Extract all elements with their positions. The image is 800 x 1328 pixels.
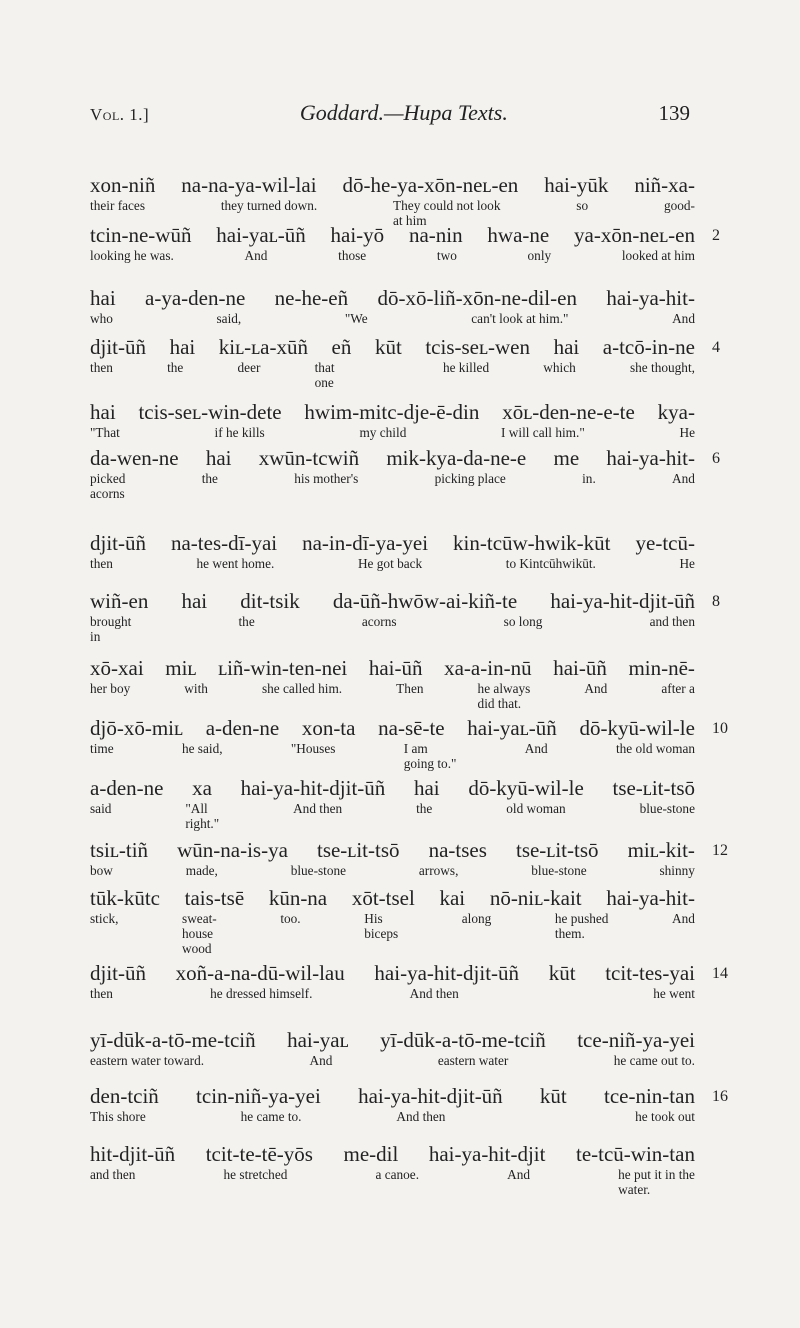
- hupa-word: kai: [439, 886, 466, 910]
- gloss-word: "All right.": [185, 801, 220, 831]
- gloss-word: made,: [185, 863, 218, 878]
- hupa-word: hai-yaʟ-ūñ: [467, 716, 557, 740]
- hupa-line: [90, 335, 695, 359]
- hupa-word: xoñ-a-na-dū-wil-lau: [175, 961, 345, 985]
- gloss-word: he put it in the water.: [618, 1167, 695, 1197]
- gloss-word: he dressed himself.: [210, 986, 313, 1001]
- hupa-word: a-den-ne: [205, 716, 280, 740]
- hupa-word: tcin-niñ-ya-yei: [196, 1084, 321, 1108]
- hupa-word: yī-dūk-a-tō-me-tciñ: [90, 1028, 256, 1052]
- text-line: [90, 886, 695, 956]
- hupa-line: [90, 1084, 695, 1108]
- gloss-word: looked at him: [621, 248, 695, 263]
- gloss-word: he stretched: [223, 1167, 288, 1182]
- gloss-word: old woman: [506, 801, 566, 816]
- line-number: 4: [712, 339, 720, 356]
- hupa-word: kūt: [548, 961, 576, 985]
- gloss-word: brought in: [90, 614, 132, 644]
- gloss-word: deer: [237, 360, 261, 375]
- english-gloss-line: [90, 425, 695, 440]
- gloss-word: good-: [663, 198, 695, 213]
- hupa-word: tcit-tes-yai: [605, 961, 695, 985]
- gloss-word: so long: [503, 614, 543, 629]
- hupa-word: na-nin: [408, 223, 463, 247]
- line-number: 8: [712, 593, 720, 610]
- hupa-word: a-tcō-in-ne: [602, 335, 695, 359]
- gloss-word: those: [338, 248, 367, 263]
- text-line: [90, 961, 695, 1001]
- gloss-word: he came out to.: [613, 1053, 695, 1068]
- hupa-word: xa-a-in-nū: [444, 656, 532, 680]
- hupa-word: me: [553, 446, 580, 470]
- hupa-word: kin-tcūw-hwik-kūt: [453, 531, 611, 555]
- gloss-word: then: [90, 986, 113, 1001]
- hupa-line: [90, 656, 695, 680]
- gloss-word: blue-stone: [290, 863, 347, 878]
- hupa-line: [90, 173, 695, 197]
- hupa-word: dō-kyū-wil-le: [579, 716, 695, 740]
- hupa-word: djit-ūñ: [90, 961, 146, 985]
- gloss-word: acorns: [361, 614, 397, 629]
- hupa-word: na-sē-te: [378, 716, 445, 740]
- gloss-word: And: [309, 1053, 333, 1068]
- hupa-word: miʟ: [165, 656, 197, 680]
- english-gloss-line: [90, 248, 695, 263]
- gloss-word: his mother's: [294, 471, 359, 486]
- gloss-word: that one: [314, 360, 335, 390]
- gloss-word: two: [436, 248, 457, 263]
- gloss-word: And then: [409, 986, 459, 1001]
- hupa-line: [90, 716, 695, 740]
- hupa-word: hai-yaʟ-ūñ: [216, 223, 306, 247]
- gloss-word: he killed: [442, 360, 490, 375]
- hupa-word: hai-yō: [330, 223, 385, 247]
- hupa-word: hai-ya-hit-djit-ūñ: [240, 776, 386, 800]
- english-gloss-line: [90, 801, 695, 831]
- gloss-word: the: [201, 471, 218, 486]
- gloss-word: bow: [90, 863, 113, 878]
- line-number: 12: [712, 842, 728, 859]
- hupa-word: kya-: [657, 400, 695, 424]
- hupa-word: yī-dūk-a-tō-me-tciñ: [380, 1028, 546, 1052]
- gloss-word: they turned down.: [220, 198, 318, 213]
- hupa-word: tce-nin-tan: [604, 1084, 695, 1108]
- volume-label: Vol. 1.]: [90, 105, 150, 124]
- hupa-word: te-tcū-win-tan: [576, 1142, 695, 1166]
- hupa-word: hai: [169, 335, 196, 359]
- english-gloss-line: [90, 556, 695, 571]
- hupa-word: tce-niñ-ya-yei: [577, 1028, 695, 1052]
- hupa-word: dō-xō-liñ-xōn-ne-dil-en: [377, 286, 577, 310]
- gloss-word: eastern water toward.: [90, 1053, 205, 1068]
- line-number: 6: [712, 450, 720, 467]
- hupa-word: hai-ya-hit-: [606, 446, 695, 470]
- gloss-word: a canoe.: [375, 1167, 420, 1182]
- text-line: [90, 589, 695, 644]
- hupa-word: hai-yūk: [544, 173, 609, 197]
- hupa-word: djit-ūñ: [90, 531, 146, 555]
- gloss-word: he pushed them.: [554, 911, 609, 941]
- english-gloss-line: [90, 741, 695, 771]
- gloss-word: he went: [653, 986, 695, 1001]
- gloss-word: the: [416, 801, 433, 816]
- gloss-word: His biceps: [364, 911, 399, 941]
- gloss-word: he took out: [635, 1109, 695, 1124]
- line-number: 10: [712, 720, 728, 737]
- text-line: [90, 286, 695, 326]
- gloss-word: she thought,: [629, 360, 695, 375]
- english-gloss-line: [90, 681, 695, 711]
- hupa-word: a-ya-den-ne: [145, 286, 246, 310]
- hupa-line: [90, 961, 695, 985]
- running-title: Goddard.—Hupa Texts.: [299, 100, 508, 125]
- english-gloss-line: [90, 360, 695, 390]
- hupa-line: [90, 531, 695, 555]
- text-line: [90, 446, 695, 501]
- hupa-word: ye-tcū-: [635, 531, 695, 555]
- hupa-word: hai: [181, 589, 208, 613]
- hupa-word: ʟiñ-win-ten-nei: [218, 656, 348, 680]
- hupa-word: xon-niñ: [90, 173, 156, 197]
- hupa-word: min-nē-: [628, 656, 695, 680]
- hupa-word: tse-ʟit-tsō: [316, 838, 400, 862]
- text-line: [90, 838, 695, 878]
- hupa-line: [90, 223, 695, 247]
- gloss-word: in.: [582, 471, 596, 486]
- hupa-word: miʟ-kit-: [627, 838, 695, 862]
- gloss-word: after a: [661, 681, 695, 696]
- gloss-word: then: [90, 360, 113, 375]
- hupa-line: [90, 776, 695, 800]
- gloss-word: said: [90, 801, 112, 816]
- gloss-word: This shore: [90, 1109, 146, 1124]
- gloss-word: blue-stone: [639, 801, 695, 816]
- gloss-word: the: [238, 614, 255, 629]
- gloss-word: if he kills: [214, 425, 265, 440]
- gloss-word: stick,: [90, 911, 119, 926]
- english-gloss-line: [90, 986, 695, 1001]
- gloss-word: I am going to.": [403, 741, 457, 771]
- gloss-word: And: [672, 311, 695, 326]
- gloss-word: then: [90, 556, 113, 571]
- text-line: [90, 173, 695, 228]
- page-header: [90, 100, 690, 140]
- hupa-word: hai: [553, 335, 580, 359]
- gloss-word: And: [244, 248, 268, 263]
- gloss-word: blue-stone: [531, 863, 587, 878]
- hupa-word: hwa-ne: [487, 223, 550, 247]
- gloss-word: my child: [359, 425, 407, 440]
- hupa-word: tūk-kūtc: [90, 886, 160, 910]
- english-gloss-line: [90, 863, 695, 878]
- hupa-word: dō-he-ya-xōn-neʟ-en: [342, 173, 519, 197]
- hupa-word: kiʟ-ʟa-xūñ: [218, 335, 308, 359]
- hupa-word: kūt: [374, 335, 402, 359]
- gloss-word: shinny: [659, 863, 695, 878]
- gloss-word: the: [167, 360, 184, 375]
- hupa-word: hai-ya-hit-djit-ūñ: [374, 961, 520, 985]
- hupa-word: nō-niʟ-kait: [489, 886, 582, 910]
- text-line: [90, 400, 695, 440]
- gloss-word: to Kintcūhwikūt.: [505, 556, 596, 571]
- gloss-word: who: [90, 311, 113, 326]
- hupa-word: hai-ūñ: [368, 656, 423, 680]
- hupa-word: hai-ya-hit-: [606, 886, 695, 910]
- gloss-word: And: [672, 471, 695, 486]
- hupa-word: hai: [90, 400, 116, 424]
- hupa-word: xōʟ-den-ne-e-te: [502, 400, 635, 424]
- text-line: [90, 1028, 695, 1068]
- gloss-word: which: [543, 360, 576, 375]
- gloss-word: They could not look at him: [393, 198, 501, 228]
- hupa-word: ne-he-eñ: [274, 286, 349, 310]
- hupa-line: [90, 400, 695, 424]
- hupa-word: hai-ya-hit-djit: [428, 1142, 546, 1166]
- hupa-word: hai-ya-hit-: [606, 286, 695, 310]
- hupa-word: tcit-te-tē-yōs: [205, 1142, 313, 1166]
- gloss-word: And: [524, 741, 548, 756]
- hupa-line: [90, 1142, 695, 1166]
- hupa-word: den-tciñ: [90, 1084, 159, 1108]
- hupa-line: [90, 886, 695, 910]
- hupa-word: tse-ʟit-tsō: [515, 838, 599, 862]
- gloss-word: And: [584, 681, 608, 696]
- hupa-word: mik-kya-da-ne-e: [386, 446, 527, 470]
- gloss-word: can't look at him.": [471, 311, 569, 326]
- gloss-word: their faces: [90, 198, 145, 213]
- gloss-word: "Houses: [290, 741, 336, 756]
- gloss-word: she called him.: [261, 681, 343, 696]
- gloss-word: And then: [396, 1109, 446, 1124]
- hupa-word: djit-ūñ: [90, 335, 146, 359]
- hupa-word: hai-ya-hit-djit-ūñ: [358, 1084, 503, 1108]
- gloss-word: picking place: [434, 471, 506, 486]
- gloss-word: time: [90, 741, 114, 756]
- hupa-word: kūt: [539, 1084, 567, 1108]
- english-gloss-line: [90, 614, 695, 644]
- text-line: [90, 1084, 695, 1124]
- hupa-word: da-wen-ne: [90, 446, 179, 470]
- english-gloss-line: [90, 911, 695, 956]
- text-line: [90, 531, 695, 571]
- hupa-word: na-in-dī-ya-yei: [302, 531, 429, 555]
- gloss-word: He: [679, 556, 695, 571]
- gloss-word: too.: [280, 911, 301, 926]
- gloss-word: said,: [216, 311, 242, 326]
- hupa-word: hai: [205, 446, 232, 470]
- hupa-word: eñ: [331, 335, 352, 359]
- text-line: [90, 716, 695, 771]
- hupa-line: [90, 446, 695, 470]
- gloss-word: looking he was.: [90, 248, 174, 263]
- hupa-word: tcin-ne-wūñ: [90, 223, 192, 247]
- gloss-word: sweat- house wood: [182, 911, 217, 956]
- gloss-word: picked acorns: [90, 471, 126, 501]
- gloss-word: Then: [396, 681, 424, 696]
- hupa-word: hai-ūñ: [553, 656, 607, 680]
- gloss-word: along: [461, 911, 492, 926]
- hupa-word: xa: [192, 776, 212, 800]
- gloss-word: he said,: [181, 741, 223, 756]
- gloss-word: "We: [344, 311, 368, 326]
- line-number: 16: [712, 1088, 728, 1105]
- gloss-word: He got back: [357, 556, 423, 571]
- gloss-word: And: [672, 911, 695, 926]
- gloss-word: And: [507, 1167, 531, 1182]
- line-number: 14: [712, 965, 728, 982]
- hupa-line: [90, 286, 695, 310]
- text-line: [90, 656, 695, 711]
- hupa-line: [90, 1028, 695, 1052]
- gloss-word: and then: [649, 614, 695, 629]
- gloss-word: her boy: [90, 681, 131, 696]
- gloss-word: I will call him.": [501, 425, 585, 440]
- hupa-word: xon-ta: [301, 716, 356, 740]
- hupa-word: tais-tsē: [184, 886, 245, 910]
- gloss-word: "That: [90, 425, 120, 440]
- gloss-word: and then: [90, 1167, 136, 1182]
- gloss-word: arrows,: [418, 863, 459, 878]
- hupa-word: wiñ-en: [90, 589, 149, 613]
- gloss-word: with: [184, 681, 208, 696]
- hupa-word: kūn-na: [268, 886, 328, 910]
- hupa-word: na-tes-dī-yai: [170, 531, 278, 555]
- hupa-word: na-na-ya-wil-lai: [181, 173, 317, 197]
- gloss-word: He: [679, 425, 695, 440]
- hupa-word: xōt-tsel: [351, 886, 415, 910]
- page-number: 139: [658, 101, 690, 125]
- hupa-word: tse-ʟit-tsō: [612, 776, 695, 800]
- hupa-word: hwim-mitc-dje-ē-din: [304, 400, 480, 424]
- text-line: [90, 1142, 695, 1197]
- text-line: [90, 776, 695, 831]
- hupa-line: [90, 838, 695, 862]
- hupa-word: dō-kyū-wil-le: [468, 776, 584, 800]
- hupa-word: xō-xai: [90, 656, 144, 680]
- hupa-word: tsiʟ-tiñ: [90, 838, 149, 862]
- hupa-word: da-ūñ-hwōw-ai-kiñ-te: [332, 589, 518, 613]
- english-gloss-line: [90, 1167, 695, 1197]
- gloss-word: so: [576, 198, 589, 213]
- gloss-word: the old woman: [615, 741, 695, 756]
- hupa-word: na-tses: [428, 838, 487, 862]
- hupa-word: hit-djit-ūñ: [90, 1142, 176, 1166]
- line-number: 2: [712, 227, 720, 244]
- gloss-word: eastern water: [437, 1053, 509, 1068]
- english-gloss-line: [90, 1053, 695, 1068]
- text-line: [90, 223, 695, 263]
- hupa-word: wūn-na-is-ya: [177, 838, 288, 862]
- hupa-word: xwūn-tcwiñ: [258, 446, 360, 470]
- gloss-word: he always did that.: [477, 681, 531, 711]
- hupa-word: niñ-xa-: [634, 173, 695, 197]
- gloss-word: And then: [293, 801, 343, 816]
- hupa-word: me-dil: [343, 1142, 399, 1166]
- hupa-word: ya-xōn-neʟ-en: [574, 223, 695, 247]
- text-line: [90, 335, 695, 390]
- hupa-word: dit-tsik: [240, 589, 300, 613]
- gloss-word: only: [527, 248, 552, 263]
- hupa-word: tcis-seʟ-wen: [425, 335, 530, 359]
- hupa-word: a-den-ne: [90, 776, 164, 800]
- hupa-word: hai-ya-hit-djit-ūñ: [550, 589, 695, 613]
- hupa-word: hai-yaʟ: [287, 1028, 349, 1052]
- gloss-word: he went home.: [196, 556, 275, 571]
- english-gloss-line: [90, 311, 695, 326]
- english-gloss-line: [90, 471, 695, 501]
- hupa-line: [90, 589, 695, 613]
- hupa-word: tcis-seʟ-win-dete: [138, 400, 282, 424]
- gloss-word: he came to.: [240, 1109, 302, 1124]
- hupa-word: hai: [413, 776, 440, 800]
- hupa-word: djō-xō-miʟ: [90, 716, 184, 740]
- hupa-word: hai: [90, 286, 116, 310]
- english-gloss-line: [90, 1109, 695, 1124]
